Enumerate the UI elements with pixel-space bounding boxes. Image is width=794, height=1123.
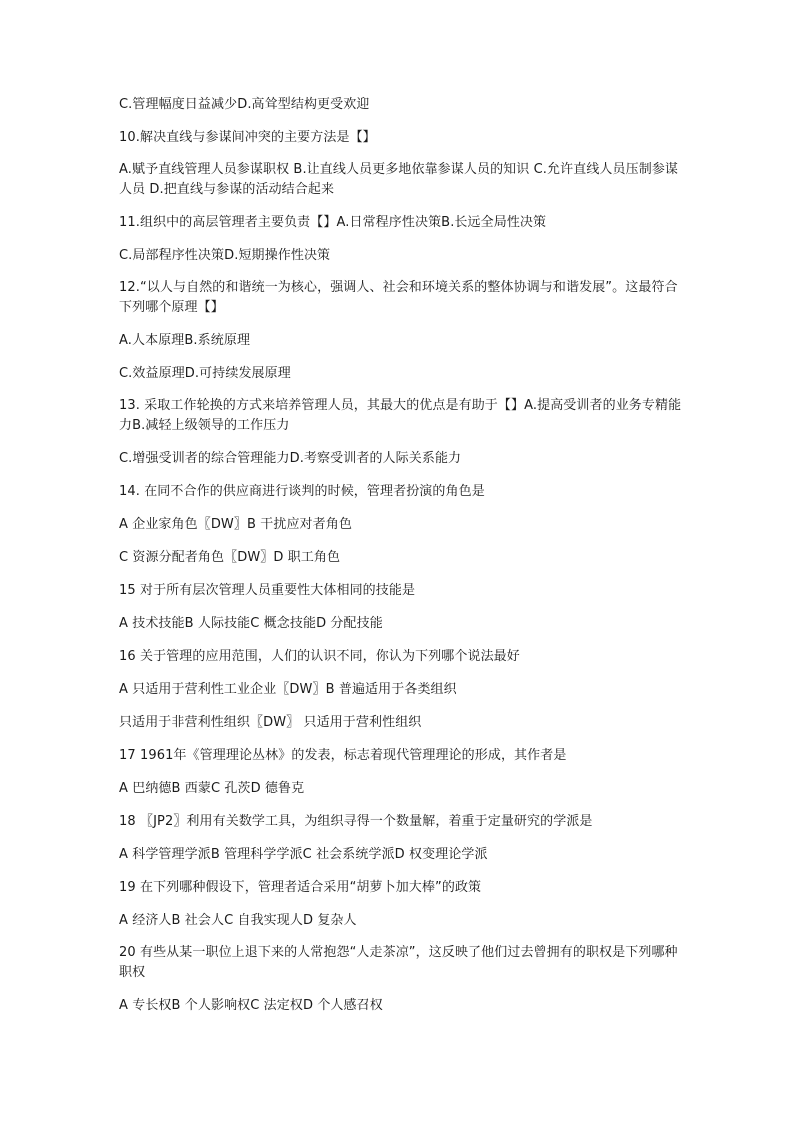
question-20: 20 有些从某一职位上退下来的人常抱怨“人走茶凉”，这反映了他们过去曾拥有的职权是下列哪种职权 [119, 945, 678, 980]
question-12-options-c: C.效益原理D.可持续发展原理 [119, 366, 291, 381]
question-16: 16 关于管理的应用范围，人们的认识不同，你认为下列哪个说法最好 [119, 649, 520, 664]
question-13-options: C.增强受训者的综合管理能力D.考察受训者的人际关系能力 [119, 451, 462, 466]
question-16-options-a: A 只适用于营利性工业企业〖DW〗B 普遍适用于各类组织 [119, 682, 457, 697]
question-19: 19 在下列哪种假设下，管理者适合采用“胡萝卜加大棒”的政策 [119, 880, 482, 895]
question-14-options-a: A 企业家角色〖DW〗B 干扰应对者角色 [119, 517, 352, 532]
question-11-options: C.局部程序性决策D.短期操作性决策 [119, 248, 331, 263]
question-12: 12.“以人与自然的和谐统一为核心，强调人、社会和环境关系的整体协调与和谐发展”。这最符合下列哪个原理【】 [119, 280, 678, 315]
question-14-options-c: C 资源分配者角色〖DW〗D 职工角色 [119, 550, 341, 565]
question-17-options: A 巴纳德B 西蒙C 孔茨D 德鲁克 [119, 781, 305, 796]
question-20-options: A 专长权B 个人影响权C 法定权D 个人感召权 [119, 998, 383, 1013]
question-14: 14. 在同不合作的供应商进行谈判的时候，管理者扮演的角色是 [119, 484, 485, 499]
question-15: 15 对于所有层次管理人员重要性大体相同的技能是 [119, 583, 416, 598]
question-13: 13. 采取工作轮换的方式来培养管理人员，其最大的优点是有助于【】A.提高受训者的业务专精能力B.减轻上级领导的工作压力 [119, 398, 682, 433]
question-10: 10.解决直线与参谋间冲突的主要方法是【】 [119, 130, 376, 145]
document-body [119, 94, 684, 1028]
question-11: 11.组织中的高层管理者主要负责【】A.日常程序性决策B.长远全局性决策 [119, 215, 547, 230]
question-18: 18 〖JP2〗利用有关数学工具，为组织寻得一个数量解，着重于定量研究的学派是 [119, 814, 593, 829]
question-19-options: A 经济人B 社会人C 自我实现人D 复杂人 [119, 913, 357, 928]
question-10-options: A.赋予直线管理人员参谋职权 B.让直线人员更多地依靠参谋人员的知识 C.允许直线人员压制参谋人员 D.把直线与参谋的活动结合起来 [119, 162, 679, 197]
question-18-options: A 科学管理学派B 管理科学学派C 社会系统学派D 权变理论学派 [119, 847, 488, 862]
question-17: 17 1961年《管理理论丛林》的发表，标志着现代管理理论的形成，其作者是 [119, 748, 567, 763]
question-16-options-c: 只适用于非营利性组织〖DW〗 只适用于营利性组织 [119, 715, 422, 730]
text-line: C.管理幅度日益减少D.高耸型结构更受欢迎 [119, 97, 370, 112]
question-12-options-a: A.人本原理B.系统原理 [119, 333, 251, 348]
question-15-options: A 技术技能B 人际技能C 概念技能D 分配技能 [119, 616, 383, 631]
